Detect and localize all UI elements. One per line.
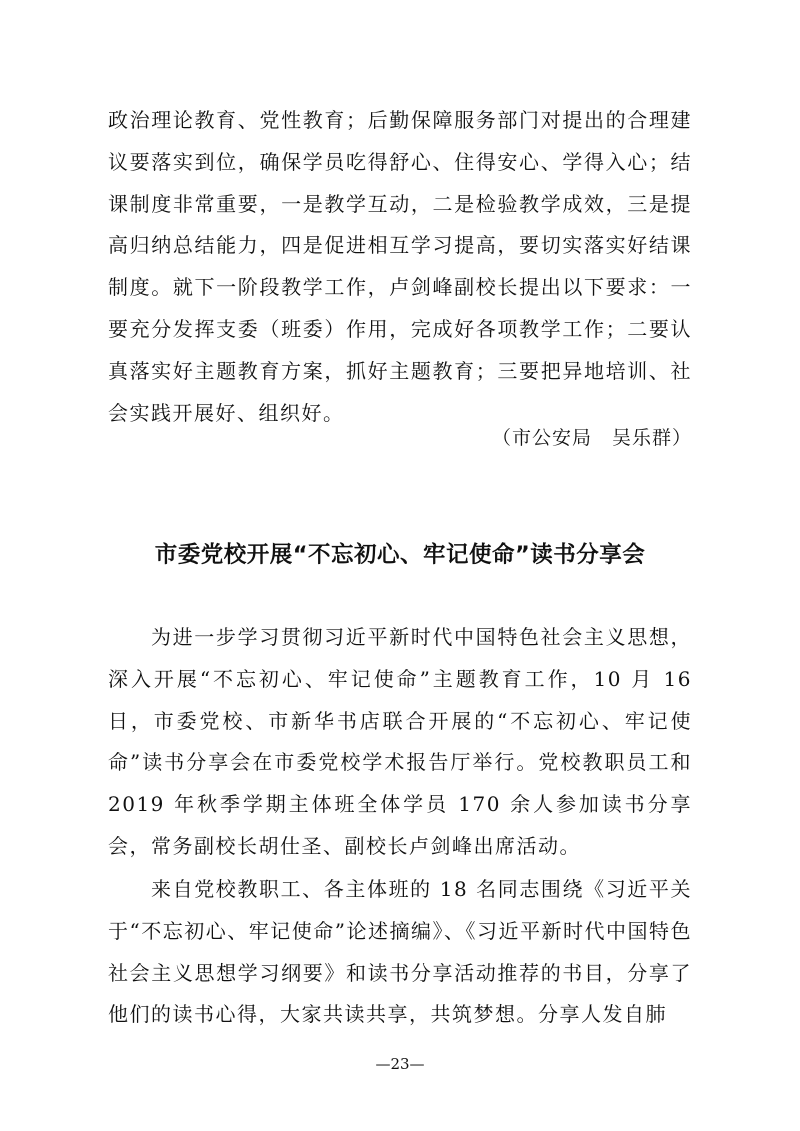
article-title: 市委党校开展“不忘初心、牢记使命”读书分享会 [154, 542, 646, 568]
article-paragraph: 为进一步学习贯彻习近平新时代中国特色社会主义思想，深入开展“不忘初心、牢记使命”主题教育工作，10 月 16 日，市委党校、市新华书店联合开展的“不忘初心、牢记使命”读书分享会在市委党校学术报告厅举行。党校教职员工和 2019 年秋季学期主体班全体学员 170 余人参加读书分享会，常务副校长胡仕圣、副校长卢剑峰出席活动。 [108, 625, 692, 858]
page-number: —23— [375, 1055, 425, 1073]
continued-paragraph: 政治理论教育、党性教育；后勤保障服务部门对提出的合理建议要落实到位，确保学员吃得舒心、住得安心、学得入心；结课制度非常重要，一是教学互动，二是检验教学成效，三是提高归纳总结能力，四是促进相互学习提高，要切实落实好结课制度。就下一阶段教学工作，卢剑峰副校长提出以下要求：一要充分发挥支委（班委）作用，完成好各项教学工作；二要认真落实好主题教育方案，抓好主题教育；三要把异地培训、社会实践开展好、组织好。 [108, 108, 692, 425]
article-paragraph: 来自党校教职工、各主体班的 18 名同志围绕《习近平关于“不忘初心、牢记使命”论述摘编》、《习近平新时代中国特色社会主义思想学习纲要》和读书分享活动推荐的书目，分享了他们的读书心得，大家共读共享，共筑梦想。分享人发自肺 [108, 877, 692, 1027]
author-signature: （市公安局 吴乐群） [491, 427, 692, 449]
